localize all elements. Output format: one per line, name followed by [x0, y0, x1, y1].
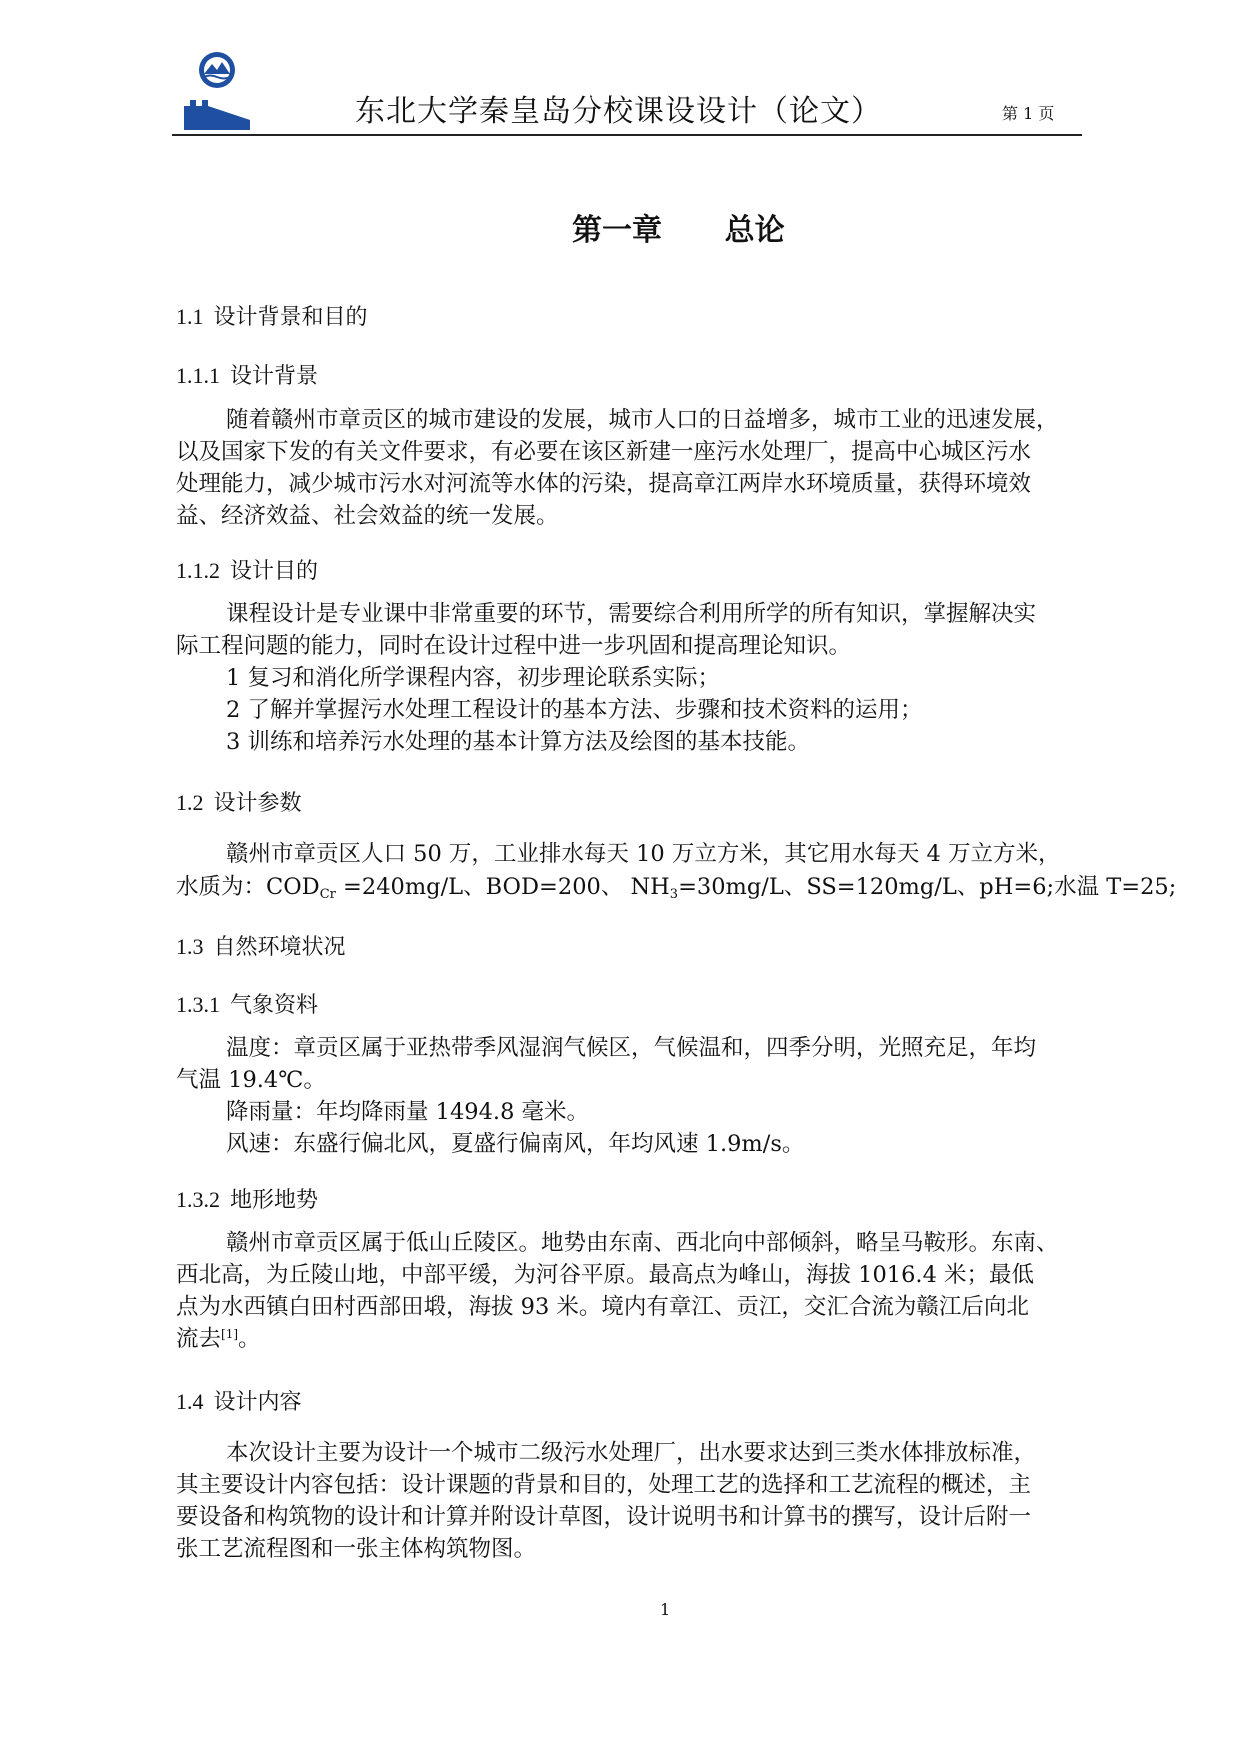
subscript: 3 — [669, 887, 679, 902]
list-item: 2 了解并掌握污水处理工程设计的基本方法、步骤和技术资料的运用； — [226, 697, 923, 723]
section-title: 设计参数 — [213, 791, 302, 816]
section-heading-1-3-1 — [176, 988, 318, 1019]
footer-page-number: 1 — [660, 1600, 671, 1619]
university-logo — [184, 50, 250, 130]
section-heading-1-1 — [176, 300, 368, 331]
subscript: Cr — [319, 887, 336, 902]
paragraph-line: 赣州市章贡区属于低山丘陵区。地势由东南、西北向中部倾斜，略呈马鞍形。东南、 — [226, 1230, 1059, 1256]
paragraph-line: 课程设计是专业课中非常重要的环节，需要综合利用所学的所有知识，掌握解决实 — [226, 601, 1037, 627]
section-heading-1-1-2 — [176, 554, 318, 585]
header-page-label: 第 1 页 — [1002, 104, 1055, 123]
paragraph-line: 际工程问题的能力，同时在设计过程中进一步巩固和提高理论知识。 — [176, 633, 852, 659]
paragraph-line: 气温 19.4℃。 — [176, 1067, 326, 1093]
section-title: 地形地势 — [230, 1188, 319, 1213]
header-title: 东北大学秦皇岛分校课设设计（论文） — [355, 94, 882, 129]
chapter-title: 第一章 总论 — [572, 213, 785, 248]
text-run: =240mg/L、BOD=200、 NH — [335, 874, 670, 900]
section-title: 设计内容 — [213, 1390, 302, 1415]
paragraph-line: 降雨量：年均降雨量 1494.8 毫米。 — [226, 1099, 590, 1125]
paragraph-line: 西北高，为丘陵山地，中部平缓，为河谷平原。最高点为峰山，海拔 1016.4 米；最低 — [176, 1262, 1035, 1288]
section-number: 1.3.2 — [176, 1187, 220, 1212]
list-item: 3 训练和培养污水处理的基本计算方法及绘图的基本技能。 — [226, 729, 810, 755]
text-run: 。 — [238, 1326, 261, 1352]
text-run: 水质为：COD — [176, 874, 320, 900]
citation: [1] — [221, 1327, 239, 1341]
section-title: 气象资料 — [230, 993, 319, 1018]
section-number: 1.2 — [176, 790, 204, 815]
water-quality-line — [176, 874, 1177, 902]
section-title: 设计目的 — [230, 559, 319, 584]
section-number: 1.1 — [176, 304, 204, 329]
text-run: 流去 — [176, 1326, 222, 1352]
paragraph-line: 要设备和构筑物的设计和计算并附设计草图，设计说明书和计算书的撰写，设计后附一 — [176, 1504, 1032, 1530]
header-divider — [172, 134, 1082, 136]
paragraph-line: 本次设计主要为设计一个城市二级污水处理厂，出水要求达到三类水体排放标准， — [226, 1440, 1037, 1466]
section-number: 1.1.1 — [176, 363, 220, 388]
section-number: 1.3 — [176, 934, 204, 959]
paragraph-line: 风速：东盛行偏北风，夏盛行偏南风，年均风速 1.9m/s。 — [226, 1131, 805, 1157]
paragraph-line: 温度：章贡区属于亚热带季风湿润气候区，气候温和，四季分明，光照充足，年均 — [226, 1035, 1037, 1061]
paragraph-line: 赣州市章贡区人口 50 万，工业排水每天 10 万立方米，其它用水每天 4 万立方米， — [226, 841, 1061, 867]
paragraph-line: 其主要设计内容包括：设计课题的背景和目的，处理工艺的选择和工艺流程的概述，主 — [176, 1472, 1032, 1498]
section-title: 设计背景 — [230, 364, 319, 389]
paragraph-line — [176, 1328, 261, 1351]
section-heading-1-1-1 — [176, 359, 318, 390]
paragraph-line: 处理能力，减少城市污水对河流等水体的污染，提高章江两岸水环境质量，获得环境效 — [176, 471, 1032, 497]
section-heading-1-4 — [176, 1385, 302, 1416]
paragraph-line: 张工艺流程图和一张主体构筑物图。 — [176, 1536, 537, 1562]
paragraph-line: 益、经济效益、社会效益的统一发展。 — [176, 503, 559, 529]
section-title: 自然环境状况 — [213, 935, 346, 960]
list-item: 1 复习和消化所学课程内容，初步理论联系实际； — [226, 665, 720, 691]
section-heading-1-2 — [176, 786, 302, 817]
section-number: 1.4 — [176, 1389, 204, 1414]
paragraph-line: 随着赣州市章贡区的城市建设的发展，城市人口的日益增多，城市工业的迅速发展， — [226, 407, 1059, 433]
paragraph-line: 点为水西镇白田村西部田塅，海拔 93 米。境内有章江、贡江，交汇合流为赣江后向北 — [176, 1294, 1029, 1320]
section-number: 1.1.2 — [176, 558, 220, 583]
text-run: =30mg/L、SS=120mg/L、pH=6;水温 T=25; — [678, 874, 1177, 900]
section-heading-1-3-2 — [176, 1183, 318, 1214]
section-number: 1.3.1 — [176, 992, 220, 1017]
section-title: 设计背景和目的 — [213, 305, 368, 330]
section-heading-1-3 — [176, 930, 346, 961]
paragraph-line: 以及国家下发的有关文件要求，有必要在该区新建一座污水处理厂，提高中心城区污水 — [176, 439, 1032, 465]
